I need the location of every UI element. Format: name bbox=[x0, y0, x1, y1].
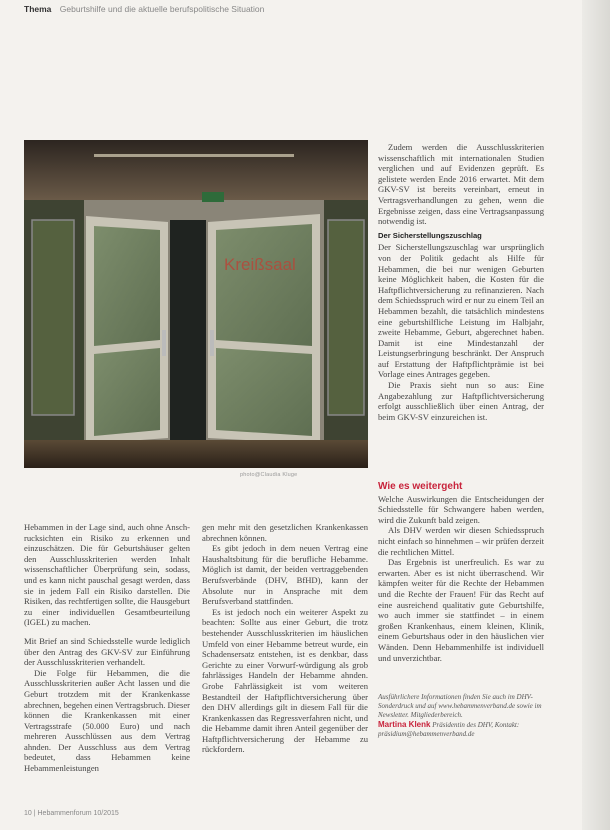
paragraph: Das Ergebnis ist unerfreulich. Es war zu erwarten. Aber es ist nicht überraschend. Wir kämpfen weiter für die Rechte der Hebammen und die Rechte der Frauen! Für das Recht auf eine ausreichend qualitativ gute Geburtshilfe, wo auch immer sie stattfindet – in einem großen Krankenhaus, einem kleinen, Klinik, einem Geburtshaus oder in den häuslichen vier Wänden. Denn Hebammenhilfe ist individuell und unverzichtbar. bbox=[378, 557, 544, 663]
section-heading-red: Wie es weitergeht bbox=[378, 481, 463, 492]
section-label: Thema bbox=[24, 4, 52, 14]
page-footer: 10 | Hebammenforum 10/2015 bbox=[24, 810, 119, 817]
paragraph: Hebammen in der Lage sind, auch ohne Ansch-rucksichten ein Risiko zu erkennen und einzuschätzen. Die für Geburtshäuser gelten den Ausschlusskriterien werden Inhalt wissenschaftlicher Überprüfung sein, sodass, und es kann nicht pauschal gesagt werden, dass sie in jedem Fall ein Risiko darstellen. Die Risiken, das rechtfertigen sollte, die Hausgeburt zu einer individuellen Gesamtbeurteilung (IGEL) zu machen. bbox=[24, 522, 190, 628]
page-edge bbox=[582, 0, 610, 830]
text-column-1 bbox=[24, 522, 190, 774]
paragraph: Welche Auswirkungen die Entscheidungen der Schiedsstelle für Schwangere haben werden, wird die Zukunft bald zeigen. bbox=[378, 493, 544, 525]
paragraph: Der Sicherstellungszuschlag war ursprünglich von der Politik gedacht als Hilfe für Hebammen, die bei nur wenigen Geburten keine Möglichkeit haben, die Kosten für die Haftpflichtversicherung zu refinanzieren. Nach dem Schiedsspruch wird er nur zu einem Teil an Hebammen bezahlt, die tatsächlich mindestens eine geburtshilfliche Leistung im Halbjahr, zweite Hebamme, Geburt, abgerechnet haben. Damit ist eine Mindestanzahl der Leistungserbringung beschränkt. Der Anspruch auf Erstattung der Haftpflichtprämie ist bei Vorlage eines Antrages gegeben. bbox=[378, 242, 544, 380]
paragraph: Es gibt jedoch in dem neuen Vertrag eine Haushaltsbitung für die berufliche Hebamme. Möglich ist damit, der beiden vertraggebenden Berufsverbände (DHV, BfHD), kann der Absolute nur in Ansprache mit dem Berufsverband stattfinden. bbox=[202, 543, 368, 607]
section-heading: Der Sicherstellungszuschlag bbox=[378, 230, 482, 240]
paragraph: Mit Brief an sind Schiedsstelle wurde lediglich über den Antrag des GKV-SV zur Einführung der Ausschlusskriterien verhandelt. bbox=[24, 635, 190, 668]
paragraph: gen mehr mit den gesetzlichen Krankenkassen abrechnen können. bbox=[202, 522, 368, 543]
text-column-3-lower bbox=[378, 482, 544, 663]
author-name: Martina Klenk bbox=[378, 720, 431, 729]
text-column-2 bbox=[202, 522, 368, 755]
paragraph: Die Folge für Hebammen, die die Ausschlusskriterien außer Acht lassen und die Geburt trotzdem mit der Krankenkasse abrechnen, begehen einen Vertragsbruch. Dieser können die Krankenkassen mit einer Vertragsstrafe (50.000 Euro) und nach mehreren Ausschlüssen aus dem Vertrag ahnden. Der Ausschluss aus dem Vertrag bedeutet, dass Hebammen keine Hebammenleistungen bbox=[24, 667, 190, 774]
running-header bbox=[24, 4, 264, 14]
photo-credit: photo@Claudia Kluge bbox=[240, 472, 298, 478]
author-role: Präsidentin des DHV, Kontakt: präsidium@hebammenverband.de bbox=[378, 721, 520, 738]
door-sign-text: Kreißsaal bbox=[224, 255, 296, 274]
author-note bbox=[378, 693, 544, 739]
paragraph: Als DHV werden wir diesen Schiedsspruch nicht einfach so hinnehmen – wir prüfen derzeit die rechtlichen Mittel. bbox=[378, 525, 544, 557]
note-text: Ausführlichere Informationen finden Sie auch im DHV-Sonderdruck und auf www.hebammenverband.de sowie im Newsletter. Mitgliederbereich. bbox=[378, 693, 542, 719]
paragraph: Es ist jedoch noch ein weiterer Aspekt zu beachten: Sollte aus einer Geburt, die trotz bestehender Ausschlusskriterien im häuslichen Umfeld von einer Hebamme betreut wurde, ein Schadensersatz entstehen, ist es denkbar, dass Gerichte zu einer Vorwurf-würdigung als grob fahrlässiges Handeln der Hebamme ahnden. Grobe Fahrlässigkeit ist vom weiteren Bestandteil der Haftpflichtversicherung über den DHV allerdings gilt in diesem Fall für die Krankenkassen das Regressverfahren nicht, und die Hebamme damit ihren Anteil gegenüber der Haftpflichtversicherung der Hebamme zu rückfordern. bbox=[202, 606, 368, 755]
paragraph: Die Praxis sieht nun so aus: Eine Angabezahlung zur Haftpflichtversicherung erfolgt ausschließlich über einen Antrag, der beim GKV-SV einzureichen ist. bbox=[378, 380, 544, 422]
section-subtitle: Geburtshilfe und die aktuelle berufspolitische Situation bbox=[59, 4, 265, 14]
delivery-room-photo bbox=[24, 140, 368, 468]
paragraph: Zudem werden die Ausschlusskriterien wissenschaftlich mit internationalen Studien verglichen und auf Evidenzen geprüft. Es gelistete werden Ende 2016 erwartet. Mit dem GKV-SV ist bereits vereinbart, erneut in Vertragsverhandlungen zu gehen, wenn die Ergebnisse zeigen, dass eine Vertragsanpassung notwendig ist. bbox=[378, 142, 544, 227]
text-column-3 bbox=[378, 142, 544, 422]
